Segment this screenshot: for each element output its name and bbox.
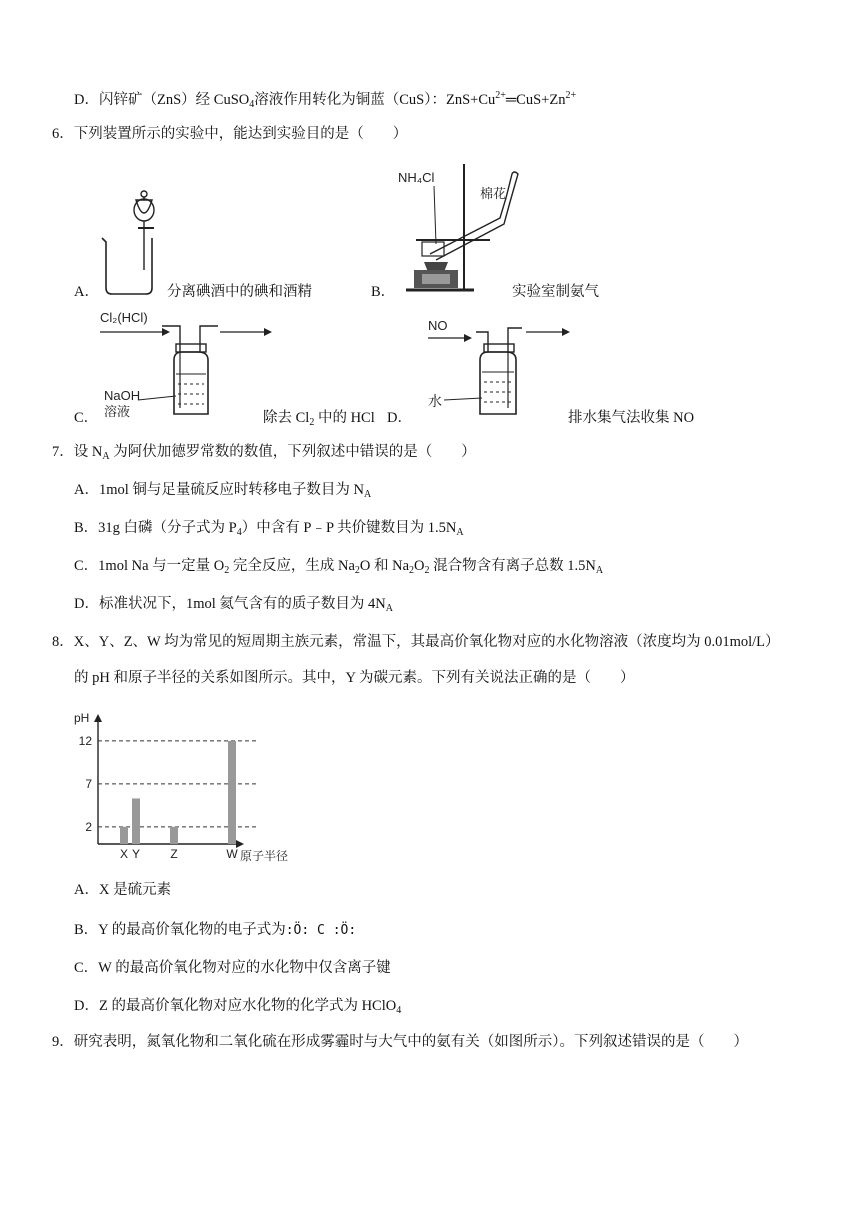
nh4cl-label: NH₄Cl (398, 170, 435, 185)
q6-option-d: D． (387, 410, 412, 426)
ph-radius-chart (72, 706, 312, 864)
cotton-label: 棉花 (480, 186, 507, 201)
question-6-stem: 6．下列装置所示的实验中，能达到实验目的是（ ） (52, 126, 408, 142)
cl2-hcl-label: Cl₂(HCl) (100, 310, 148, 325)
y-axis-label: pH (74, 711, 90, 725)
x-axis-label: 原子半径 (240, 849, 289, 863)
q6-option-c: C． (74, 410, 99, 426)
water-displacement-figure (426, 314, 576, 422)
bar-W (228, 741, 236, 844)
q6-option-d-text: 排水集气法收集 NO (568, 410, 695, 426)
category-label: X (119, 847, 129, 861)
co2-electron-formula: :Ö: C :Ö: (285, 923, 357, 938)
q7-option-c: C．1mol Na 与一定量 $O_2$ 完全反应，生成 $Na_2O$ 和 $Na_2O_2$ 混合物含有离子总数 $1.5N_A$ (74, 558, 604, 576)
y-tick-label: 2 (85, 819, 92, 834)
q6-option-a-text: 分离碘酒中的碘和酒精 (167, 284, 312, 300)
q7-option-d: D．标准状况下，1mol 氦气含有的质子数目为 $4N_A$ (74, 596, 393, 614)
question-8-stem-line2: 的 pH 和原子半径的关系如图所示。其中，Y 为碳元素。下列有关说法正确的是（ ） (74, 670, 635, 686)
bar-Y (132, 798, 140, 844)
option-label: D． (74, 92, 99, 108)
bar-X (120, 827, 128, 844)
y-tick-label: 12 (78, 733, 92, 748)
q7-option-a: A．1mol 铜与足量硫反应时转移电子数目为 $N_A$ (74, 482, 372, 500)
question-9-stem: 9．研究表明，氮氧化物和二氧化硫在形成雾霾时与大气中的氨有关（如图所示）。下列叙述错误的是（ ） (52, 1034, 748, 1050)
question-8-stem-line1: 8．X、Y、Z、W 均为常见的短周期主族元素，常温下，其最高价氧化物对应的水化物溶液（浓度均为 0.01mol/L） (52, 634, 780, 650)
q5-option-d: D．闪锌矿（ZnS）经 CuSO$_4$溶液作用转化为铜蓝（CuS）：$ZnS+Cu^{2+}═CuS+Zn^{2+}$ (74, 90, 577, 110)
category-label: W (226, 847, 238, 861)
question-7-stem: 7．设 $N_A$ 为阿伏加德罗常数的数值，下列叙述中错误的是（ ） (52, 444, 476, 462)
q6-option-b: B． (371, 284, 396, 300)
q8-option-b: B．Y 的最高价氧化物的电子式为:Ö: C :Ö: (74, 922, 357, 938)
gas-washing-bottle-naoh-figure (98, 304, 278, 422)
q8-option-c: C．W 的最高价氧化物对应的水化物中仅含离子键 (74, 960, 391, 976)
ammonia-preparation-figure (396, 158, 526, 298)
y-axis-arrow (94, 714, 102, 722)
naoh-label: NaOH (104, 388, 141, 403)
no-label: NO (428, 318, 448, 333)
q6-option-c-text: 除去 $Cl_2$ 中的 HCl (263, 410, 375, 428)
y-tick-label: 7 (85, 776, 92, 791)
bar-Z (170, 827, 178, 844)
category-label: Y (131, 847, 141, 861)
category-label: Z (170, 847, 178, 861)
q8-option-d: D．Z 的最高价氧化物对应水化物的化学式为 HClO$_4$ (74, 998, 402, 1016)
q7-option-b: B．31g 白磷（分子式为 $P_4$）中含有 P﹣P 共价键数目为 $1.5N_A$ (74, 520, 464, 538)
q6-option-a: A． (74, 284, 99, 300)
q6-option-b-text: 实验室制氨气 (512, 284, 599, 300)
separatory-funnel-figure (96, 176, 166, 300)
solution-label: 溶液 (104, 404, 131, 419)
q8-option-a: A．X 是硫元素 (74, 882, 172, 898)
water-label: 水 (428, 393, 442, 409)
